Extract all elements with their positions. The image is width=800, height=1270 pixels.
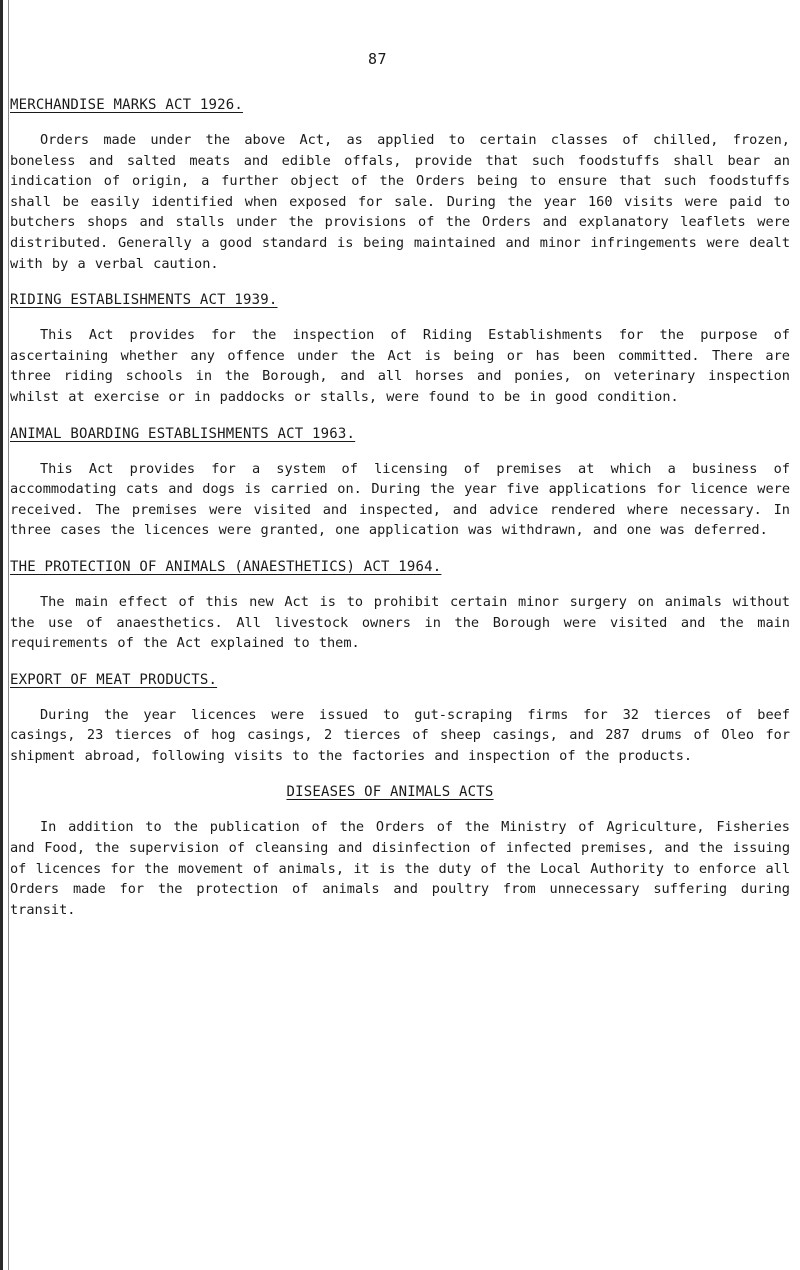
section-paragraph: In addition to the publication of the Orders of the Ministry of Agriculture, Fisheries and Food, the supervision of cleansing and disinfection of infected premises, and the issuing of licences for the movement of animals, it is the duty of the Local Authority to enforce all Orders made for the protection of animals and poultry from unnecessary suffering during transit. (10, 819, 790, 918)
scan-edge-line (8, 0, 9, 1270)
section-heading: ANIMAL BOARDING ESTABLISHMENTS ACT 1963. (10, 425, 356, 442)
section-protection-of-animals (10, 557, 790, 654)
section-paragraph: The main effect of this new Act is to prohibit certain minor surgery on animals without the use of anaesthetics. All livestock owners in the Borough were visited and the main requirements of the Act explained to them. (10, 593, 790, 652)
section-heading: THE PROTECTION OF ANIMALS (ANAESTHETICS) ACT 1964. (10, 558, 442, 575)
section-paragraph: This Act provides for a system of licensing of premises at which a business of accommodating cats and dogs is carried on. During the year five applications for licence were received. The premises were visited and inspected, and advice rendered where necessary. In three cases the licences were granted, one application was withdrawn, and one was deferred. (10, 460, 790, 539)
section-heading: EXPORT OF MEAT PRODUCTS. (10, 671, 218, 688)
section-paragraph: During the year licences were issued to gut-scraping firms for 32 tierces of beef casings, 23 tierces of hog casings, 2 tierces of sheep casings, and 287 drums of Oleo for shipment abroad, following visits to the factories and inspection of the products. (10, 706, 790, 764)
page-number: 87 (367, 50, 388, 68)
section-merchandise-marks (10, 95, 790, 274)
section-heading: RIDING ESTABLISHMENTS ACT 1939. (10, 292, 278, 309)
section-riding-establishments (10, 290, 790, 407)
document-body (10, 95, 790, 936)
scan-edge-bar (0, 0, 3, 1270)
section-export-meat-products (10, 670, 790, 767)
section-animal-boarding (10, 424, 790, 541)
section-diseases-of-animals (10, 782, 790, 920)
section-paragraph: Orders made under the above Act, as applied to certain classes of chilled, frozen, boneless and salted meats and edible offals, provide that such foodstuffs shall bear an indication of origin, a further object of the Orders being to ensure that such foodstuffs shall be easily identified when exposed for sale. During the year 160 visits were paid to butchers shops and stalls under the provisions of the Orders and explanatory leaflets were distributed. Generally a good standard is being maintained and minor infringements were dealt with by a verbal caution. (10, 132, 790, 272)
section-heading: DISEASES OF ANIMALS ACTS (286, 784, 494, 801)
section-heading: MERCHANDISE MARKS ACT 1926. (10, 97, 243, 113)
section-paragraph: This Act provides for the inspection of Riding Establishments for the purpose of ascertaining whether any offence under the Act is being or has been committed. There are three riding schools in the Borough, and all horses and ponies, on veterinary inspection whilst at exercise or in paddocks or stalls, were found to be in good condition. (10, 327, 790, 405)
